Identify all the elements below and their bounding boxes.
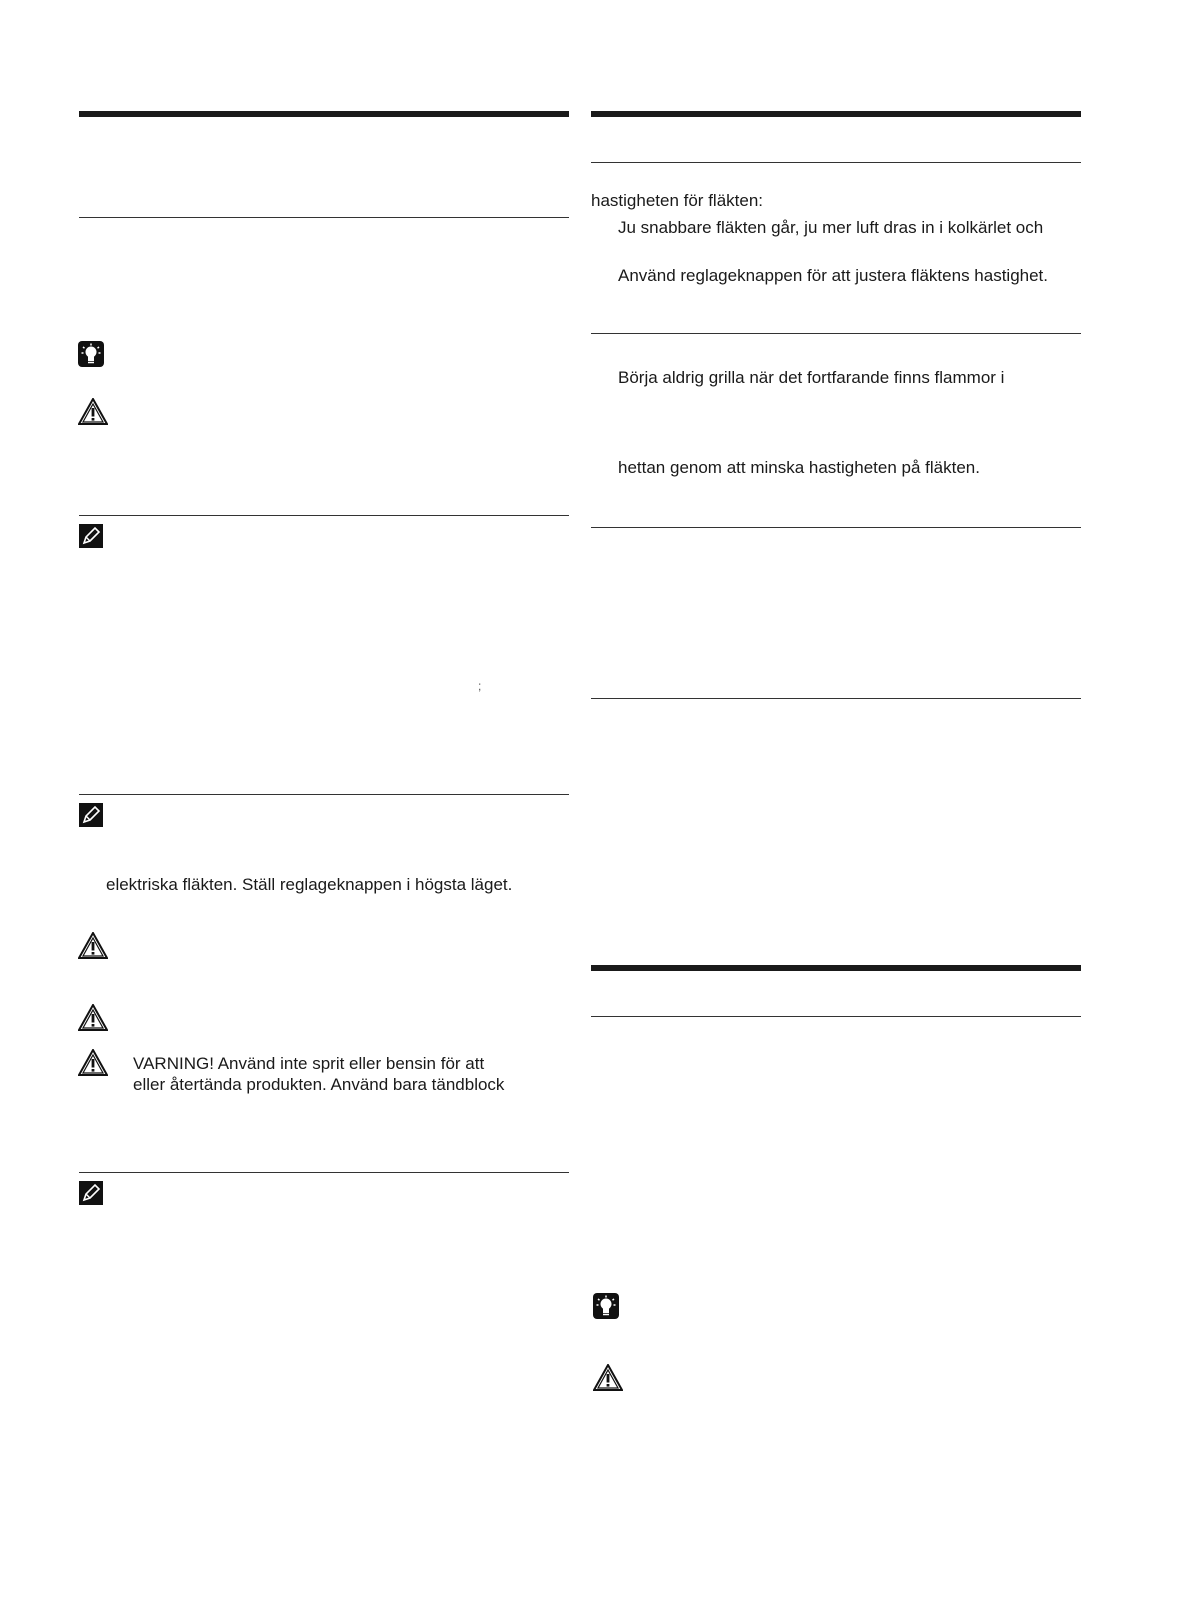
right-section-rule-4 xyxy=(591,698,1081,699)
pencil-note-icon xyxy=(79,803,103,827)
right-section-rule-1 xyxy=(591,162,1081,163)
pencil-note-icon xyxy=(79,524,103,548)
left-section-rule-4 xyxy=(79,1172,569,1173)
right-top-thick-rule xyxy=(591,111,1081,117)
warning-triangle-icon xyxy=(593,1364,623,1391)
right-section-rule-5 xyxy=(591,1016,1081,1017)
pencil-note-icon xyxy=(79,1181,103,1205)
right-mid-thick-rule xyxy=(591,965,1081,971)
left-section-rule-1 xyxy=(79,217,569,218)
warning-triangle-icon xyxy=(78,1004,108,1031)
warning-triangle-icon xyxy=(78,932,108,959)
right-section-rule-3 xyxy=(591,527,1081,528)
fan-speed-line1: Ju snabbare fläkten går, ju mer luft dras in i kolkärlet och xyxy=(618,218,1044,237)
note-speck: ; xyxy=(478,679,482,693)
fan-speed-label: hastigheten för fläkten: xyxy=(591,191,764,210)
lightbulb-icon xyxy=(593,1293,619,1319)
warning-text-line1: VARNING! Använd inte sprit eller bensin för att xyxy=(133,1054,485,1073)
fan-instruction-text: elektriska fläkten. Ställ reglageknappen i högsta läget. xyxy=(106,875,513,894)
right-section-rule-2 xyxy=(591,333,1081,334)
grill-warning-line2: hettan genom att minska hastigheten på fläkten. xyxy=(618,458,980,477)
warning-text-line2: eller återtända produkten. Använd bara tändblock xyxy=(133,1075,505,1094)
warning-triangle-icon xyxy=(78,398,108,425)
grill-warning-line1: Börja aldrig grilla när det fortfarande finns flammor i xyxy=(618,368,1005,387)
fan-speed-line2: Använd reglageknappen för att justera fläktens hastighet. xyxy=(618,266,1049,285)
lightbulb-icon xyxy=(78,341,104,367)
left-section-rule-2 xyxy=(79,515,569,516)
warning-triangle-icon xyxy=(78,1049,108,1076)
left-top-thick-rule xyxy=(79,111,569,117)
left-section-rule-3 xyxy=(79,794,569,795)
